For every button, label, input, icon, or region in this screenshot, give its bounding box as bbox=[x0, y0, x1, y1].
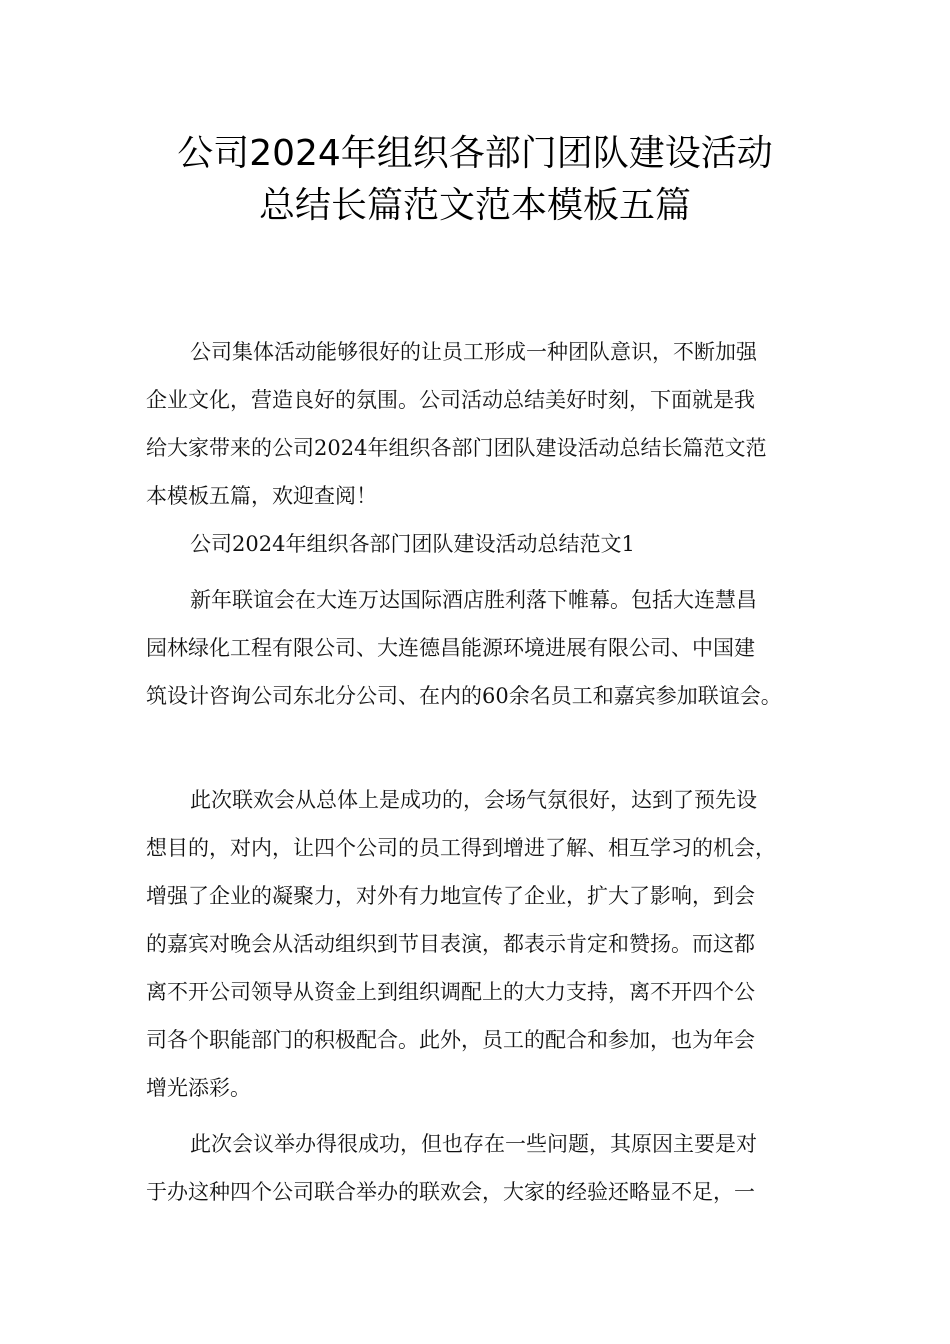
body-paragraph-3 bbox=[146, 1120, 806, 1216]
section-heading-paragraph bbox=[146, 520, 806, 568]
paragraph-line: 此次联欢会从总体上是成功的，会场气氛很好，达到了预先设 bbox=[190, 788, 757, 812]
paragraph-line: 离不开公司领导从资金上到组织调配上的大力支持，离不开四个公 bbox=[146, 980, 755, 1004]
paragraph-line: 给大家带来的公司2024年组织各部门团队建设活动总结长篇范文范 bbox=[146, 436, 767, 460]
document-title-line-1: 公司2024年组织各部门团队建设活动 bbox=[177, 133, 773, 174]
paragraph-line: 增强了企业的凝聚力，对外有力地宣传了企业，扩大了影响，到会 bbox=[146, 884, 755, 908]
body-paragraph-1 bbox=[146, 576, 806, 720]
paragraph-line: 新年联谊会在大连万达国际酒店胜利落下帷幕。包括大连慧昌 bbox=[190, 588, 757, 612]
paragraph-line: 司各个职能部门的积极配合。此外，员工的配合和参加，也为年会 bbox=[146, 1028, 755, 1052]
paragraph-line: 于办这种四个公司联合举办的联欢会，大家的经验还略显不足，一 bbox=[146, 1180, 755, 1204]
paragraph-line: 的嘉宾对晚会从活动组织到节目表演，都表示肯定和赞扬。而这都 bbox=[146, 932, 755, 956]
paragraph-line: 想目的，对内，让四个公司的员工得到增进了解、相互学习的机会， bbox=[146, 836, 776, 860]
body-paragraph-2 bbox=[146, 776, 806, 1112]
paragraph-line: 公司集体活动能够很好的让员工形成一种团队意识，不断加强 bbox=[190, 340, 757, 364]
paragraph-line: 增光添彩。 bbox=[146, 1076, 251, 1100]
paragraph-line: 本模板五篇，欢迎查阅！ bbox=[146, 484, 377, 508]
paragraph-line: 园林绿化工程有限公司、大连德昌能源环境进展有限公司、中国建 bbox=[146, 636, 755, 660]
intro-paragraph bbox=[146, 328, 806, 520]
paragraph-line: 企业文化，营造良好的氛围。公司活动总结美好时刻，下面就是我 bbox=[146, 388, 755, 412]
document-title-line-2: 总结长篇范文范本模板五篇 bbox=[258, 185, 691, 226]
paragraph-line: 筑设计咨询公司东北分公司、在内的60余名员工和嘉宾参加联谊会。 bbox=[146, 684, 782, 708]
section-heading: 公司2024年组织各部门团队建设活动总结范文1 bbox=[190, 532, 635, 556]
paragraph-line: 此次会议举办得很成功，但也存在一些问题，其原因主要是对 bbox=[190, 1132, 757, 1156]
